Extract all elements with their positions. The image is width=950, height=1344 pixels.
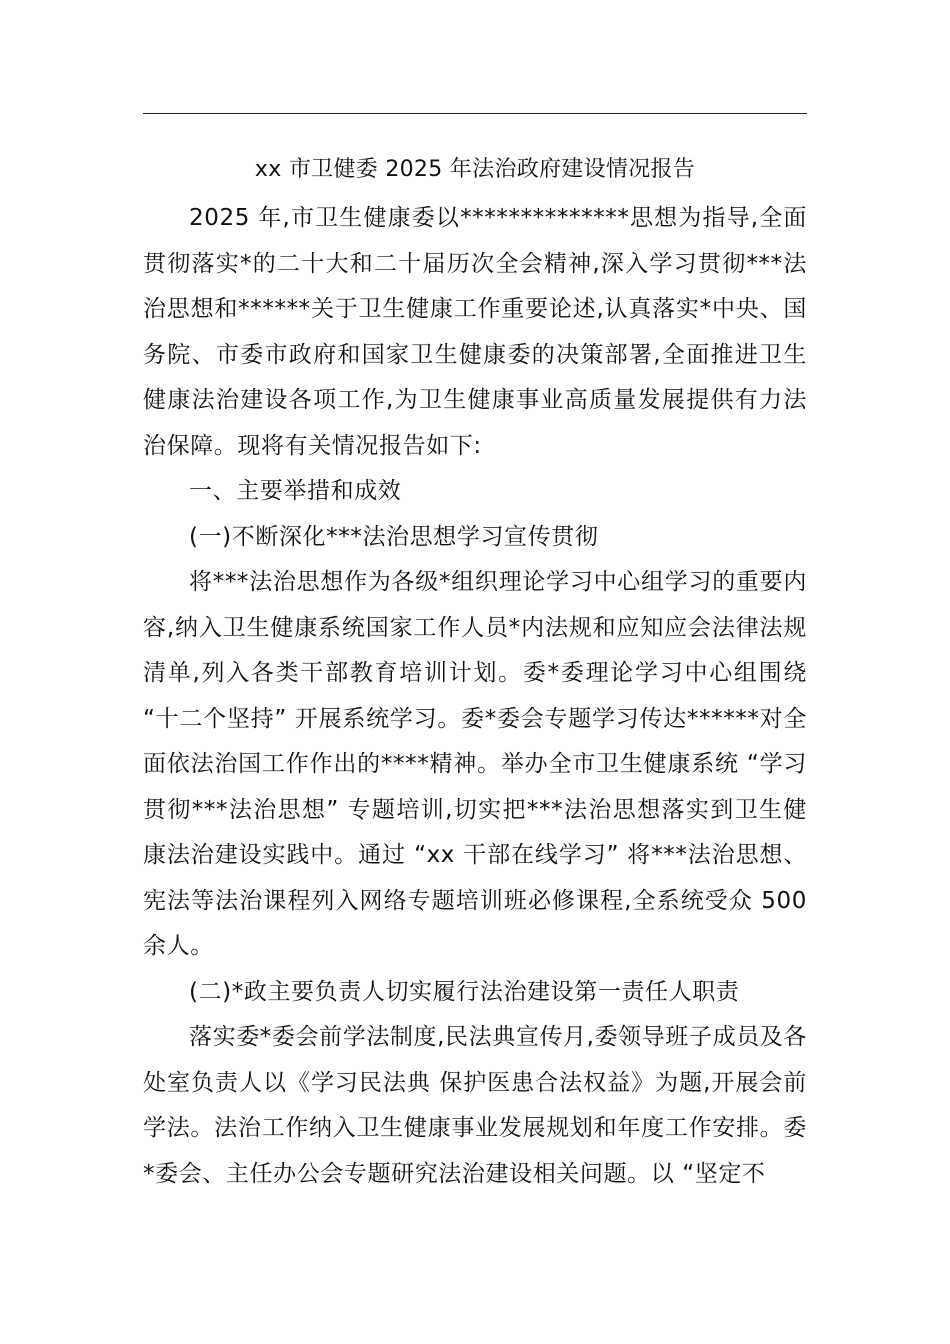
subsection-paragraph-2: 落实委*委会前学法制度,民法典宣传月,委领导班子成员及各处室负责人以《学习民法典 保护医患合法权益》为题,开展会前学法。法治工作纳入卫生健康事业发展规划和年度工作安排。委*委会、主任办公会专题研究法治建设相关问题。以 “坚定不 [143,1024,807,1187]
subsection-heading-2: (二)*政主要负责人切实履行法治建设第一责任人职责 [189,978,740,1005]
document-title: xx 市卫健委 2025 年法治政府建设情况报告 [254,157,696,182]
intro-paragraph: 2025 年,市卫生健康委以**************思想为指导,全面贯彻落实*的二十大和二十届历次全会精神,深入学习贯彻***法治思想和******关于卫生健康工作重要论述,认真落实*中央、国务院、市委市政府和国家卫生健康委的决策部署,全面推进卫生健康法治建设各项工作,为卫生健康事业高质量发展提供有力法治保障。现将有关情况报告如下: [143,205,807,459]
subsection-paragraph-1: 将***法治思想作为各级*组织理论学习中心组学习的重要内容,纳入卫生健康系统国家工作人员*内法规和应知应会法律法规清单,列入各类干部教育培训计划。委*委理论学习中心组围绕 “十二个坚持” 开展系统学习。委*委会专题学习传达******对全面依法治国工作作出的****精神。举办全市卫生健康系统 “学习贯彻***法治思想” 专题培训,切实把***法治思想落实到卫生健康法治建设实践中。通过 “xx 干部在线学习” 将***法治思想、宪法等法治课程列入网络专题培训班必修课程,全系统受众 500 余人。 [143,569,807,959]
header-rule [143,113,807,114]
document-body [143,196,807,1197]
subsection-heading-1: (一)不断深化***法治思想学习宣传贯彻 [189,523,599,550]
section-heading: 一、主要举措和成效 [189,478,402,504]
